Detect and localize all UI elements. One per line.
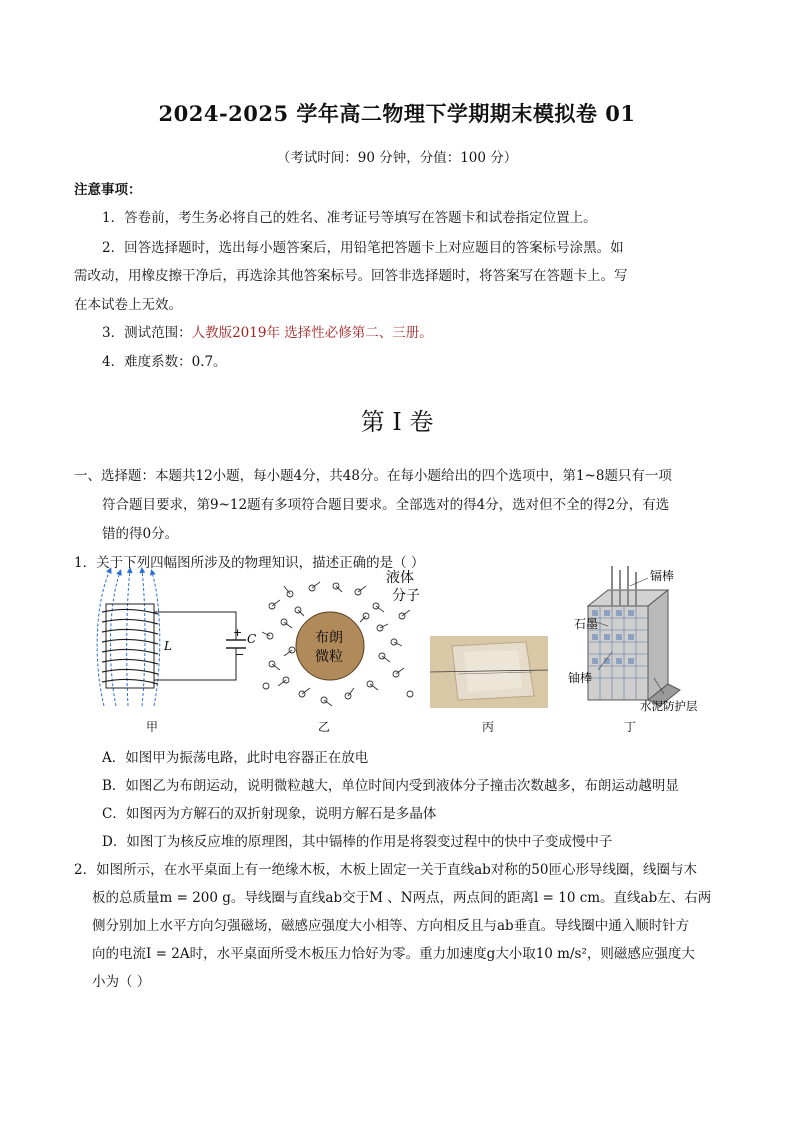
note-3-range: 人教版2019年 选择性必修第二、三册。 <box>191 325 433 341</box>
figure-nuclear-reactor <box>568 566 708 714</box>
note-2-line-3: 在本试卷上无效。 <box>74 297 182 313</box>
q1-option-a: A．如图甲为振荡电路，此时电容器正在放电 <box>102 750 369 766</box>
label-cement-layer: 水泥防护层 <box>640 699 698 713</box>
q2-line-5: 小为（ ） <box>92 974 151 990</box>
caption-jia: 甲 <box>146 720 159 734</box>
note-2-line-1: 2．回答选择题时，选出每小题答案后，用铅笔把答题卡上对应题目的答案标号涂黑。如 <box>102 240 624 256</box>
note-3-prefix: 3．测试范围： <box>102 325 192 341</box>
figure-lc-circuit <box>92 566 262 714</box>
note-2-line-2: 需改动，用橡皮擦干净后，再选涂其他答案标号。回答非选择题时，将答案写在答题卡上。写 <box>74 268 628 284</box>
q1-option-c: C．如图丙为方解石的双折射现象，说明方解石是多晶体 <box>102 806 437 822</box>
caption-ding: 丁 <box>624 720 637 734</box>
q2-line-2: 板的总质量m = 200 g。导线圈与直线ab交于M 、N两点，两点间的距离l = 10 cm。直线ab左、右两 <box>92 890 712 906</box>
label-capacitor: C <box>247 632 257 646</box>
label-minus: − <box>235 648 245 661</box>
caption-bing: 丙 <box>482 720 495 734</box>
section1-line-1: 一、选择题：本题共12小题，每小题4分，共48分。在每小题给出的四个选项中，第1~8题只有一项 <box>74 468 672 484</box>
q2-line-3: 侧分别加上水平方向匀强磁场，磁感应强度大小相等、方向相反且与ab垂直。导线圈中通入顺时针方 <box>92 918 690 934</box>
figure-calcite-photo <box>430 636 548 708</box>
label-liquid-1: 液体 <box>386 570 414 586</box>
volume-heading: 第 I 卷 <box>360 408 434 436</box>
note-3 <box>102 321 433 341</box>
label-graphite: 石墨 <box>574 617 599 631</box>
caption-yi: 乙 <box>318 720 331 734</box>
section1-line-2: 符合题目要求，第9~12题有多项符合题目要求。全部选对的得4分，选对但不全的得2分，有选 <box>102 497 670 513</box>
section1-line-3: 错的得0分。 <box>102 526 179 542</box>
note-1: 1．答卷前，考生务必将自己的姓名、准考证号等填写在答题卡和试卷指定位置上。 <box>102 210 597 226</box>
label-uranium-rod: 铀棒 <box>568 671 593 685</box>
label-brown-2: 微粒 <box>315 649 343 665</box>
page-title: 2024-2025 学年高二物理下学期期末模拟卷 01 <box>158 101 636 126</box>
label-plus: + <box>233 626 243 639</box>
label-brown-1: 布朗 <box>315 630 343 646</box>
label-liquid-2: 分子 <box>392 588 420 604</box>
q1-option-b: B．如图乙为布朗运动，说明微粒越大，单位时间内受到液体分子撞击次数越多，布朗运动越明显 <box>102 778 679 794</box>
q1-option-d: D．如图丁为核反应堆的原理图，其中镉棒的作用是将裂变过程中的快中子变成慢中子 <box>102 834 613 850</box>
exam-info: （考试时间：90 分钟，分值：100 分） <box>276 150 518 166</box>
notes-heading: 注意事项： <box>74 182 142 198</box>
q1-stem: 1．关于下列四幅图所涉及的物理知识，描述正确的是（ ） <box>74 555 425 571</box>
note-4: 4．难度系数：0.7。 <box>102 354 227 370</box>
q2-line-1: 2．如图所示，在水平桌面上有一绝缘木板，木板上固定一关于直线ab对称的50匝心形导线圈，线圈与木 <box>74 862 697 878</box>
label-cadmium-rod: 镉棒 <box>650 569 675 583</box>
figure-brownian-motion <box>262 566 430 714</box>
q2-line-4: 向的电流I = 2A时，水平桌面所受木板压力恰好为零。重力加速度g大小取10 m/s²，则磁感应强度大 <box>92 946 695 962</box>
label-inductor: L <box>164 639 172 653</box>
